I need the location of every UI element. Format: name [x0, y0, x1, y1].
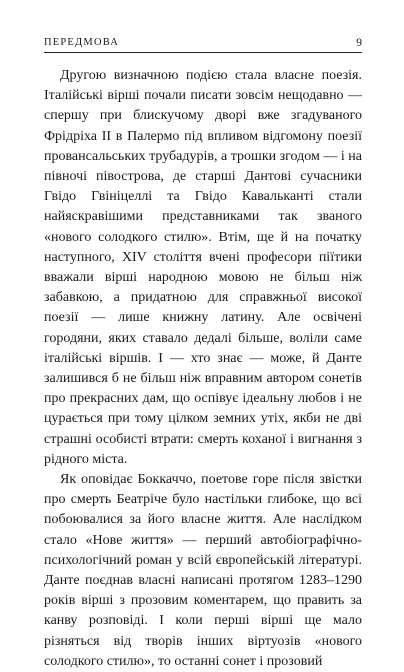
header-rule: [44, 52, 362, 53]
page-number: 9: [356, 37, 362, 49]
running-head-section-title: ПЕРЕДМОВА: [44, 37, 120, 48]
running-head: [44, 36, 362, 50]
paragraph-2: Як оповідає Боккаччо, поетове горе після звістки про смерть Беатріче було настільки глибоке, що всі побоювалися за його власне життя. Але наслідком стало «Нове життя» — перший автобіографічно-психологічний роман у всій європейській літературі. Данте поєднав власні написані протягом 1283–1290 років вірші з прозовим коментарем, що править за канву розповіді. І коли перші вірші ще мало різняться від творів інших віртуозів «нового солодкого стилю», то останні сонет і прозовий: [44, 472, 362, 669]
body-text: [44, 66, 362, 672]
paragraph-1: Другою визначною подією стала власне поезія. Італійські вірші почали писати зовсім нещодавно — спершу при блискучому дворі вже згадуваного Фрідріха II в Палермо під впливом відгомону поезії провансальських трубадурів, а трошки згодом — і на півночі півострова, де старші Дантові сучасники Гвідо Гвініцеллі та Гвідо Кавальканті стали найяскравішими представниками так званого «нового солодкого стилю». Втім, ще й на початку наступного, XIV століття вчені професори піїтики вважали вірші народною мовою не більш ніж забавкою, а придатною для справжньої високої поезії — лише книжну латину. Але освічені городяни, яких ставало дедалі більше, воліли саме італійські віршів. І — хто знає — може, й Данте залишився б не більш ніж вправним автором сонетів про прекрасних дам, що оспівує ідеальну любов і не цурається при тому цілком земних утіх, якби не дві страшні особисті втрати: смерть коханої і вигнання з рідного міста.: [44, 68, 362, 467]
